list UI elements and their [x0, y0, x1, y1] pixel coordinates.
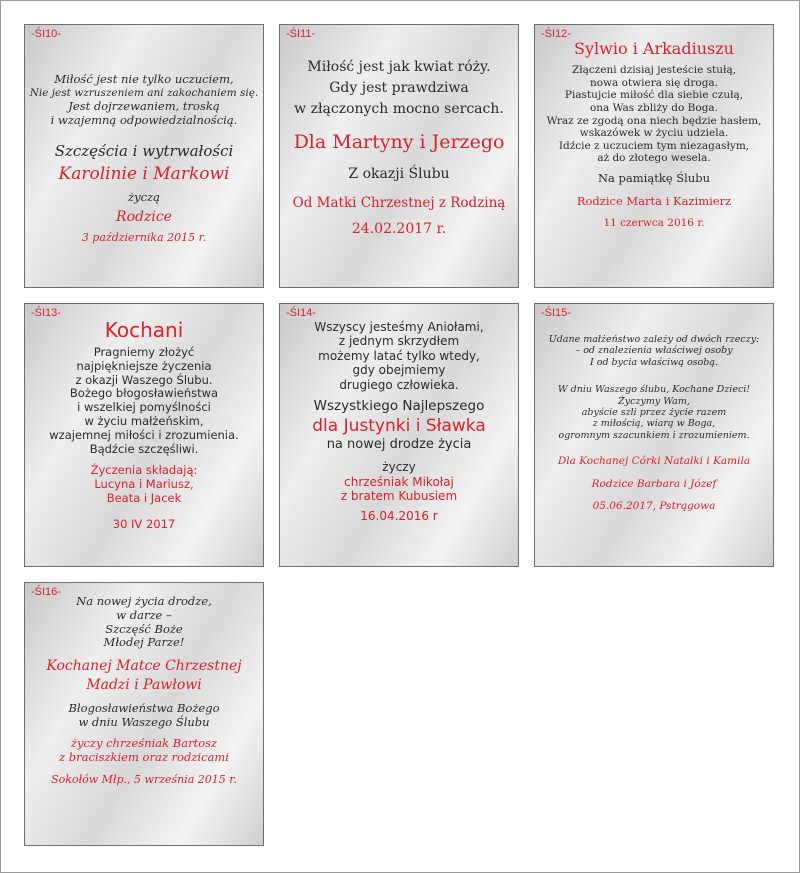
plaque-si11: [279, 24, 519, 288]
poem-line: Młodej Parze!: [103, 635, 185, 650]
plaque-code: -ŚI10-: [31, 28, 61, 40]
poem-line: Jest dojrzewaniem, troską: [68, 98, 220, 113]
wish-text: Wszystkiego Najlepszego: [313, 397, 485, 414]
wish-line: w dniu Waszego Ślubu: [78, 714, 210, 729]
poem-line: Nie jest wzruszeniem ani zakochaniem się.: [29, 87, 259, 100]
wish-line: Błogosławieństwa Bożego: [68, 700, 220, 715]
recipient-names: Dla Kochanej Córki Natalki i Kamila: [557, 455, 751, 468]
poem-line: najpiękniejsze życzenia: [76, 358, 212, 373]
poem-line: nowa otwiera się droga.: [589, 76, 719, 89]
poem-line: wskazówek w życiu udziela.: [579, 127, 729, 140]
recipient-names: Karolinie i Markowi: [58, 164, 230, 185]
poem-line: Wraz ze zgodą ona niech będzie hasłem,: [546, 114, 762, 127]
date-text: Sokołów Młp., 5 września 2015 r.: [51, 772, 237, 786]
sender-line: z bratem Kubusiem: [340, 488, 458, 503]
plaque-code: -ŚI15-: [541, 307, 571, 319]
poem-line: ogromnym szacunkiem i zrozumieniem.: [558, 429, 750, 441]
recipient-line: Kochanej Matce Chrzestnej: [46, 658, 242, 675]
poem-line: wzajemnej miłości i zrozumienia.: [49, 427, 239, 442]
date-text: 11 czerwca 2016 r.: [603, 216, 705, 229]
date-text: 05.06.2017, Pstrągowa: [592, 500, 716, 513]
poem-line: możemy latać tylko wtedy,: [318, 348, 480, 363]
sender-line: życzy chrześniak Bartosz: [70, 736, 218, 751]
sender-line: z braciszkiem oraz rodzicami: [59, 750, 229, 765]
poem-line: Bożego błogosławieństwa: [69, 386, 219, 401]
sender-text: Rodzice Marta i Kazimierz: [576, 193, 732, 208]
poem-line: w darze –: [116, 607, 172, 622]
poem-line: Życzymy Wam,: [618, 395, 690, 407]
poem-line: z okazji Waszego Ślubu.: [75, 372, 213, 387]
plaque-si16: [24, 582, 264, 846]
poem-line: gdy obejmiemy: [352, 363, 446, 378]
poem-line: – od znalezienia właściwej osoby: [575, 345, 733, 357]
sender-text: Rodzice Barbara i Józef: [591, 477, 717, 490]
occasion-text: Z okazji Ślubu: [348, 166, 450, 183]
plaque-code: -ŚI11-: [286, 28, 316, 40]
poem-line: i wzajemną odpowiedzialnością.: [50, 112, 238, 127]
date-text: 3 października 2015 r.: [81, 231, 207, 245]
verb-text: życzą: [128, 189, 160, 204]
occasion-text: Na pamiątkę Ślubu: [597, 170, 710, 185]
sender-line: Lucyna i Mariusz,: [94, 477, 194, 492]
plaque-si13: [24, 303, 264, 567]
sender-line: chrześniak Mikołaj: [344, 474, 454, 489]
poem-line: abyście szli przez życie razem: [581, 406, 727, 418]
plaque-code: -ŚI13-: [31, 307, 61, 319]
poem-line: Idźcie z uczuciem tym niezagasłym,: [558, 139, 750, 152]
poem-line: aż do złotego wesela.: [597, 152, 711, 165]
poem-line: Szczęść Boże: [105, 621, 183, 636]
verb-text: życzy: [382, 460, 416, 475]
poem-line: drugiego człowieka.: [339, 377, 459, 392]
plaque-si15: [534, 303, 774, 567]
recipient-names: dla Justynki i Sławka: [312, 416, 486, 437]
poem-line: z miłością, wiarą w Boga,: [592, 418, 716, 430]
plaque-code: -ŚI14-: [286, 307, 316, 319]
plaque-si14: [279, 303, 519, 567]
poem-line: Gdy jest prawdziwa: [329, 79, 469, 96]
plaque-code: -ŚI12-: [541, 28, 571, 40]
poem-line: w życiu małżeńskim,: [84, 413, 204, 428]
poem-line: Bądźcie szczęśliwi.: [89, 441, 199, 456]
poem-line: Udane małżeństwo zależy od dwóch rzeczy:: [548, 334, 760, 345]
plaque-code: -ŚI16-: [31, 586, 61, 598]
date-text: 16.04.2016 r: [360, 509, 438, 524]
poem-line: Wszyscy jesteśmy Aniołami,: [314, 320, 484, 334]
occasion-text: na nowej drodze życia: [326, 436, 472, 452]
poem-line: Złączeni dzisiaj jesteście stułą,: [571, 64, 737, 77]
poem-line: W dniu Waszego ślubu, Kochane Dzieci!: [557, 384, 751, 396]
poem-line: Miłość jest jak kwiat róży.: [307, 59, 491, 75]
date-text: 24.02.2017 r.: [351, 221, 447, 238]
wish-text: Szczęścia i wytrwałości: [54, 142, 234, 161]
poem-line: Miłość jest nie tylko uczuciem,: [54, 72, 234, 87]
recipient-names: Sylwio i Arkadiuszu: [574, 39, 734, 58]
poem-line: i wszelkiej pomyślności: [77, 400, 211, 415]
poem-line: I od bycia właściwą osobą.: [589, 356, 719, 368]
sender-text: Od Matki Chrzestnej z Rodziną: [292, 194, 506, 211]
sender-text: Rodzice: [116, 208, 172, 225]
poem-line: ona Was zbliży do Boga.: [589, 101, 719, 114]
sender-line: Beata i Jacek: [106, 490, 182, 505]
recipient-line: Madzi i Pawłowi: [86, 676, 202, 693]
plaque-si10: [24, 24, 264, 288]
sender-line: Życzenia składają:: [90, 463, 198, 478]
plaque-si12: [534, 24, 774, 288]
poem-line: Piastujcie miłość dla siebie czułą,: [564, 89, 744, 102]
title-text: Kochani: [104, 318, 184, 342]
recipient-names: Dla Martyny i Jerzego: [293, 131, 505, 154]
poem-line: Pragniemy złożyć: [93, 345, 195, 359]
poem-line: Na nowej życia drodze,: [76, 594, 212, 608]
date-text: 30 IV 2017: [112, 516, 176, 531]
poem-line: z jednym skrzydłem: [338, 334, 460, 349]
poem-line: w złączonych mocno sercach.: [294, 100, 504, 117]
